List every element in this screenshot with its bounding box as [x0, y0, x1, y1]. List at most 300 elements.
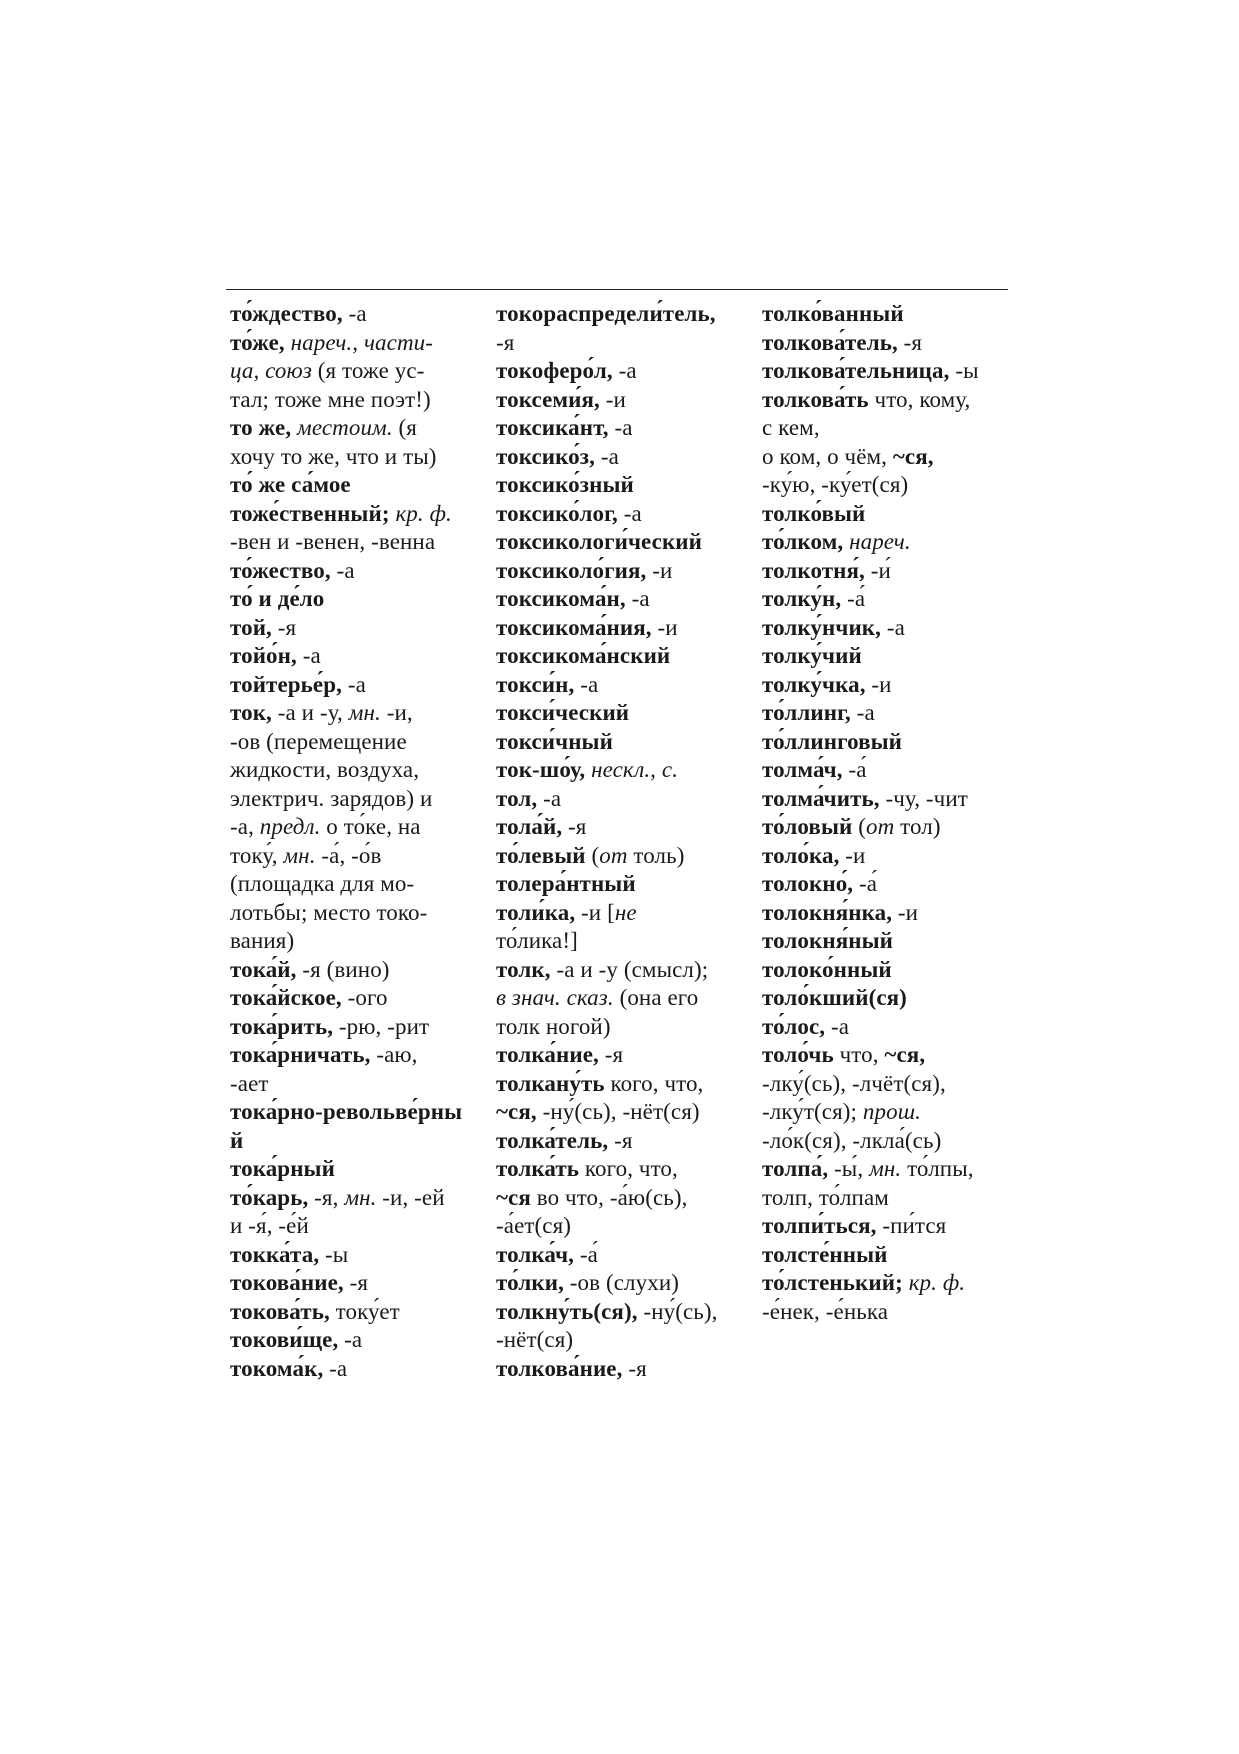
entry-line [230, 300, 478, 329]
entry-text: -я, [308, 1184, 345, 1210]
headword: тол, [496, 785, 538, 811]
entry-line [496, 1298, 748, 1327]
entry-line [496, 585, 748, 614]
entry-line [230, 1041, 478, 1070]
headword: токова́ть, [230, 1298, 330, 1324]
entry-text: -я [343, 1270, 369, 1295]
headword: то́ же са́мое [230, 472, 351, 497]
entry-line [230, 1212, 478, 1241]
entry-line [230, 756, 478, 785]
entry-text: лотьбы; место токо- [230, 899, 428, 925]
entry-text: -ну́(сь), -нёт(ся) [536, 1099, 700, 1124]
entry-text: и -я́, -е́й [230, 1213, 309, 1238]
headword: токсикома́ния, [496, 614, 652, 640]
entry-line [230, 557, 478, 586]
entry-line [496, 1184, 748, 1213]
entry-text: -ов (слухи) [563, 1270, 679, 1295]
entry-line [762, 1184, 1008, 1213]
entry-text: -лку́(сь), -лчёт(ся), [762, 1070, 946, 1096]
entry-line [496, 927, 748, 956]
headword: токсикома́н, [496, 586, 626, 611]
entry-line [230, 614, 478, 643]
entry-line [762, 1269, 1008, 1298]
grammar-note: мн. [869, 1156, 902, 1181]
entry-text: -я [608, 1127, 633, 1153]
entry-text: то́лика!] [496, 928, 578, 953]
entry-line [496, 842, 748, 871]
entry-line [496, 899, 748, 928]
entry-text: -и [599, 386, 626, 412]
entry-line [496, 557, 748, 586]
headword: токова́ние, [230, 1270, 344, 1295]
headword: тоже́ственный; [230, 500, 390, 526]
entry-text: (она его [613, 985, 699, 1010]
entry-line [230, 528, 478, 557]
entry-line [762, 984, 1008, 1013]
entry-line [496, 471, 748, 500]
entry-text: -а́ [574, 1241, 598, 1267]
entry-text: во что, -а́ю(сь), [530, 1184, 688, 1210]
headword: то́лком, [762, 529, 844, 554]
entry-line [762, 1013, 1008, 1042]
entry-line [496, 500, 748, 529]
headword: толку́чка, [762, 671, 866, 697]
entry-text: -рю, -рит [333, 1013, 430, 1039]
entry-text: толп, то́лпам [762, 1184, 889, 1210]
dictionary-column-3 [762, 300, 1008, 1326]
entry-text: -ов (перемещение [230, 728, 407, 754]
entry-text: о ком, о чём, [762, 443, 893, 469]
grammar-note: нескл., с. [591, 757, 679, 782]
entry-text: что, кому, [868, 386, 971, 412]
entry-line [496, 1098, 748, 1127]
headword: ток, [230, 700, 272, 725]
dictionary-column-2 [496, 300, 748, 1383]
headword: то́ждество, [230, 301, 343, 326]
entry-text: -а [338, 1327, 363, 1352]
entry-line [230, 899, 478, 928]
entry-text: -а [341, 671, 366, 697]
entry-text: то́лпы, [901, 1156, 974, 1181]
entry-line [762, 842, 1008, 871]
headword: толо́кший(ся) [762, 985, 907, 1010]
headword: ~ся, [892, 443, 934, 469]
entry-line [230, 699, 478, 728]
entry-line [230, 728, 478, 757]
grammar-note: прош. [862, 1099, 922, 1124]
entry-line [496, 1155, 748, 1184]
headword: тола́й, [496, 814, 563, 839]
entry-line [762, 1127, 1008, 1156]
headword: толокно́, [762, 871, 854, 896]
entry-text: вания) [230, 928, 295, 953]
entry-line [762, 785, 1008, 814]
entry-line [762, 756, 1008, 785]
entry-line [230, 1013, 478, 1042]
entry-line [230, 813, 478, 842]
grammar-note: от [599, 842, 628, 868]
entry-line [496, 728, 748, 757]
entry-text: -ну́(сь), [637, 1298, 718, 1324]
grammar-note: в знач. сказ. [496, 985, 614, 1010]
grammar-note: местоим. [297, 415, 393, 440]
entry-text: (я [392, 415, 417, 440]
headword: толо́чь [762, 1042, 834, 1067]
headword: толкова́тель, [762, 329, 898, 355]
entry-line [762, 1212, 1008, 1241]
entry-line [230, 671, 478, 700]
entry-line [230, 1155, 478, 1184]
headword: толка́ч, [496, 1241, 574, 1267]
entry-text: -и [646, 557, 673, 583]
entry-text: -и [892, 899, 919, 925]
headword: ~ся [496, 1184, 531, 1210]
headword: толка́ние, [496, 1042, 599, 1067]
entry-line [762, 357, 1008, 386]
entry-line [762, 899, 1008, 928]
headword: толера́нтный [496, 871, 636, 896]
headword: тока́рничать, [230, 1042, 371, 1067]
entry-text: кого, что, [579, 1156, 678, 1181]
entry-line [762, 329, 1008, 358]
headword: ~ся, [884, 1042, 926, 1067]
headword: толпи́ться, [762, 1213, 877, 1238]
entry-text: -ает [230, 1070, 269, 1096]
headword: токсикома́нский [496, 643, 671, 668]
headword: то́ и де́ло [230, 586, 325, 611]
entry-line [762, 1155, 1008, 1184]
entry-text: жидкости, воздуха, [230, 757, 420, 782]
headword: тойо́н, [230, 643, 297, 668]
entry-line [496, 1013, 748, 1042]
headword: толма́чить, [762, 785, 880, 811]
entry-line [230, 471, 478, 500]
entry-text: -а, [230, 814, 260, 839]
entry-text: -а [825, 1013, 850, 1039]
entry-line [762, 614, 1008, 643]
headword: толоко́нный [762, 956, 892, 982]
entry-line [496, 785, 748, 814]
entry-line [496, 386, 748, 415]
entry-line [496, 1041, 748, 1070]
headword: то́ллинг, [762, 700, 851, 725]
headword: то́лки, [496, 1270, 564, 1295]
entry-line [762, 728, 1008, 757]
entry-text: -я [897, 329, 923, 355]
entry-text: -нёт(ся) [496, 1327, 574, 1352]
entry-line [762, 1298, 1008, 1327]
headword: токсико́лог, [496, 500, 618, 526]
entry-line [230, 1355, 478, 1384]
entry-text: -ло́к(ся), -лкла́(сь) [762, 1127, 942, 1153]
entry-text: ( [585, 842, 600, 868]
headword: токораспредели́тель, [496, 301, 716, 326]
entry-line [762, 1041, 1008, 1070]
headword: толокня́ный [762, 928, 894, 953]
entry-line [762, 585, 1008, 614]
entry-text: -а [625, 586, 650, 611]
headword: токси́н, [496, 671, 575, 697]
entry-text: току́, [230, 842, 284, 868]
headword: тока́рно-револьве́рны [230, 1099, 463, 1124]
entry-line [762, 813, 1008, 842]
headword: то́жество, [230, 557, 331, 583]
headword: толкану́ть [496, 1070, 605, 1096]
entry-text: -ы [949, 358, 979, 383]
entry-text: (я тоже ус- [311, 358, 425, 383]
headword: тока́рный [230, 1156, 335, 1181]
entry-line [496, 1241, 748, 1270]
entry-line [230, 1298, 478, 1327]
headword: тойтерье́р, [230, 671, 342, 697]
entry-text: -а [323, 1355, 348, 1381]
grammar-note: от [865, 814, 895, 839]
entry-line [230, 329, 478, 358]
headword: толкну́ть(ся), [496, 1298, 638, 1324]
headword: толсте́нный [762, 1241, 888, 1267]
headword: толко́вый [762, 500, 866, 526]
entry-line [762, 956, 1008, 985]
entry-text: -я [496, 329, 515, 355]
entry-text: электрич. зарядов) и [230, 785, 433, 811]
entry-line [762, 870, 1008, 899]
entry-text: -а [594, 443, 619, 469]
entry-line [230, 1127, 478, 1156]
entry-text: хочу то же, что и ты) [230, 443, 437, 469]
grammar-note: ца, союз [230, 358, 312, 383]
entry-line [762, 528, 1008, 557]
entry-line [230, 500, 478, 529]
headword: толк, [496, 956, 551, 982]
entry-line [230, 386, 478, 415]
entry-line [230, 1241, 478, 1270]
entry-line [230, 1098, 478, 1127]
grammar-note: кр. ф. [908, 1270, 966, 1295]
entry-text: току́ет [329, 1298, 400, 1324]
entry-line [496, 642, 748, 671]
entry-text: -и [865, 671, 892, 697]
grammar-note: мн. [348, 700, 381, 725]
headword: токоферо́л, [496, 358, 613, 383]
headword: толка́тель, [496, 1127, 609, 1153]
entry-line [762, 927, 1008, 956]
entry-line [762, 557, 1008, 586]
entry-text: кого, что, [604, 1070, 704, 1096]
entry-line [496, 984, 748, 1013]
headword: той, [230, 614, 272, 640]
entry-text: -ы́, [828, 1156, 870, 1181]
entry-line [496, 870, 748, 899]
headword: токови́ще, [230, 1327, 339, 1352]
entry-line [496, 1269, 748, 1298]
entry-line [496, 1070, 748, 1099]
entry-line [762, 671, 1008, 700]
entry-line [496, 756, 748, 785]
grammar-note: кр. ф. [395, 500, 452, 526]
grammar-note: мн. [344, 1184, 377, 1210]
entry-line [230, 1269, 478, 1298]
entry-text: тол) [894, 814, 941, 839]
headword: толма́ч, [762, 757, 843, 782]
entry-text: с кем, [762, 415, 820, 440]
headword: ток-шо́у, [496, 757, 586, 782]
entry-text: -и, -ей [376, 1184, 445, 1210]
entry-line [762, 300, 1008, 329]
entry-text: -ку́ю, -ку́ет(ся) [762, 472, 909, 497]
entry-line [496, 956, 748, 985]
dictionary-column-1 [230, 300, 478, 1383]
headword: толкова́тельница, [762, 358, 950, 383]
headword: токсико́з, [496, 443, 595, 469]
entry-line [496, 1326, 748, 1355]
entry-text: толь) [627, 842, 685, 868]
entry-text: -вен и -венен, -венна [230, 529, 436, 554]
entry-line [230, 1184, 478, 1213]
entry-line [496, 699, 748, 728]
entry-text: -а́ет(ся) [496, 1213, 572, 1238]
headword: то же, [230, 415, 292, 440]
entry-text: -а [342, 301, 367, 326]
entry-line [230, 642, 478, 671]
entry-line [496, 1212, 748, 1241]
entry-text: (площадка для мо- [230, 871, 415, 896]
entry-text: -а [881, 614, 905, 640]
entry-text: -лку́т(ся); [762, 1099, 863, 1124]
entry-line [762, 1241, 1008, 1270]
entry-text: тал; тоже мне поэт!) [230, 386, 431, 412]
headword: толокня́нка, [762, 899, 893, 925]
entry-text: -ого [341, 985, 388, 1010]
entry-line [230, 984, 478, 1013]
entry-line [762, 500, 1008, 529]
entry-text: -я [271, 614, 297, 640]
entry-text: -а [537, 785, 562, 811]
headword: тока́рить, [230, 1013, 334, 1039]
headword: толо́ка, [762, 842, 840, 868]
headword: толку́н, [762, 586, 842, 611]
headword: то́лос, [762, 1013, 826, 1039]
entry-line [230, 870, 478, 899]
entry-line [230, 1070, 478, 1099]
entry-line [496, 671, 748, 700]
entry-text: -а [617, 500, 642, 526]
header-rule [226, 289, 1008, 290]
entry-line [230, 1326, 478, 1355]
entry-text: о то́ке, на [320, 814, 421, 839]
entry-line [496, 329, 748, 358]
entry-line [762, 386, 1008, 415]
entry-line [496, 1355, 748, 1384]
entry-text: -чу, -чит [879, 785, 968, 811]
headword: тока́й, [230, 956, 297, 982]
entry-line [230, 585, 478, 614]
entry-line [230, 357, 478, 386]
entry-text: -а́ [853, 871, 878, 896]
entry-text: -а́ [842, 757, 867, 782]
entry-line [762, 414, 1008, 443]
headword: тока́йское, [230, 985, 342, 1010]
headword: токсеми́я, [496, 386, 600, 412]
entry-line [230, 414, 478, 443]
entry-line [496, 300, 748, 329]
entry-text: -и [651, 614, 678, 640]
headword: толпа́, [762, 1156, 829, 1181]
entry-text: ( [852, 814, 866, 839]
headword: й [230, 1127, 244, 1153]
headword: то́лстенький; [762, 1270, 903, 1295]
entry-text: -а и -у (смысл); [550, 956, 709, 982]
entry-text: -ы [319, 1241, 349, 1267]
entry-text: -и, [380, 700, 413, 725]
entry-text: -а́, -о́в [315, 842, 382, 868]
headword: толкотня́, [762, 557, 865, 583]
grammar-note: предл. [259, 814, 321, 839]
headword: толкова́ние, [496, 1355, 623, 1381]
entry-text: -я [622, 1355, 647, 1381]
entry-line [496, 443, 748, 472]
headword: то́левый [496, 842, 586, 868]
headword: токсика́нт, [496, 415, 609, 440]
entry-line [230, 785, 478, 814]
entry-text: -а [330, 557, 355, 583]
entry-text: -а [608, 415, 633, 440]
headword: то́ловый [762, 814, 853, 839]
headword: токсикологи́ческий [496, 529, 703, 554]
headword: толкова́ть [762, 386, 869, 412]
entry-text: -а [574, 671, 599, 697]
entry-line [762, 699, 1008, 728]
grammar-note: мн. [283, 842, 316, 868]
headword: токси́чный [496, 728, 613, 754]
entry-line [762, 471, 1008, 500]
entry-line [762, 1070, 1008, 1099]
entry-text: -я (вино) [296, 956, 390, 982]
entry-text: -и [ [575, 899, 615, 925]
entry-line [230, 956, 478, 985]
entry-line [762, 642, 1008, 671]
entry-line [496, 1127, 748, 1156]
entry-line [496, 614, 748, 643]
headword: то́карь, [230, 1184, 309, 1210]
entry-line [496, 357, 748, 386]
headword: токсиколо́гия, [496, 557, 647, 583]
headword: то́ллинговый [762, 728, 903, 754]
entry-text: что, [833, 1042, 885, 1067]
headword: то́же, [230, 329, 285, 355]
entry-text: -пи́тся [876, 1213, 947, 1238]
entry-text: -я [598, 1042, 624, 1067]
headword: толку́чий [762, 643, 862, 668]
entry-text: -а [612, 358, 637, 383]
entry-line [496, 813, 748, 842]
entry-text: -я [562, 814, 587, 839]
entry-line [496, 528, 748, 557]
entry-line [230, 927, 478, 956]
headword: токсико́зный [496, 472, 634, 497]
entry-text: -аю, [370, 1042, 418, 1067]
headword: толка́ть [496, 1156, 580, 1181]
headword: толи́ка, [496, 899, 576, 925]
entry-line [762, 1098, 1008, 1127]
entry-text: -а [850, 700, 875, 725]
entry-line [230, 842, 478, 871]
headword: ~ся, [496, 1099, 537, 1124]
entry-text: -и́ [864, 557, 891, 583]
grammar-note: нареч. [849, 529, 911, 554]
headword: токка́та, [230, 1241, 320, 1267]
entry-text: -а́ [841, 586, 866, 611]
entry-line [762, 443, 1008, 472]
